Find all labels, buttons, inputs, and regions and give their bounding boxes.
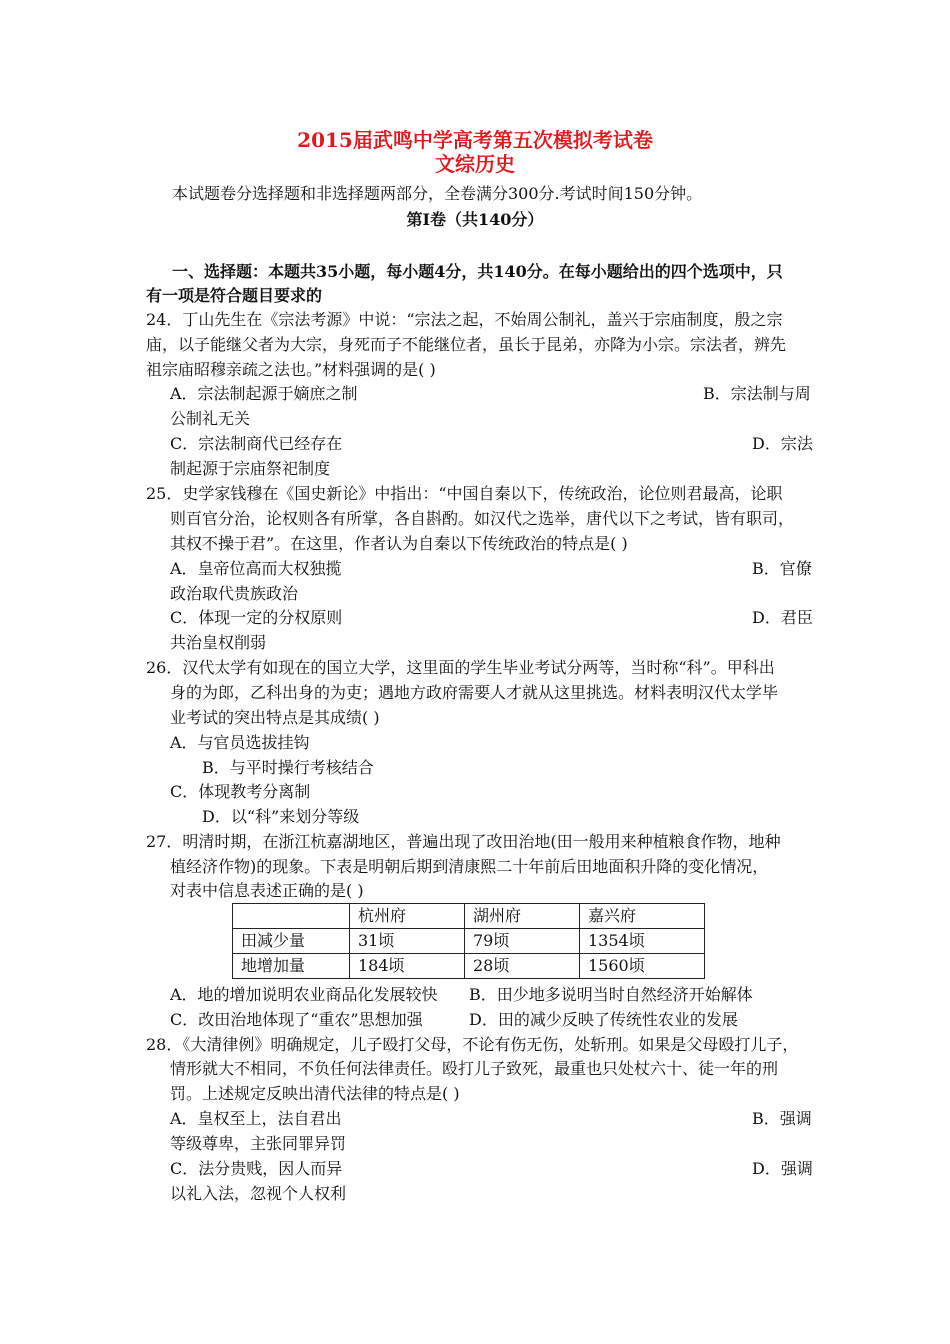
table-cell: 田减少量 [233,929,350,954]
section-heading-line2: 有一项是符合题目要求的 [146,286,323,305]
table-cell: 184顷 [350,954,465,979]
land-change-table [232,903,705,979]
table-row [233,929,705,954]
table-row [233,954,705,979]
option-a: A．皇帝位高而大权独揽 [170,559,342,578]
option-b: B．强调 [752,1109,812,1128]
question-text: 植经济作物)的现象。下表是明朝后期到清康熙二十年前后田地面积升降的变化情况， [170,857,769,876]
question-text: 情形就大不相同，不负任何法律责任。殴打儿子致死，最重也只处杖六十、徒一年的刑 [170,1059,779,1078]
option-b: B．宗法制与周 [703,384,811,403]
option-b: B．田少地多说明当时自然经济开始解体 [469,985,753,1004]
question-text: 祖宗庙昭穆亲疏之法也。”材料强调的是( ) [146,360,436,379]
option-d: D．强调 [752,1159,813,1178]
option-a: A．皇权至上，法自君出 [170,1109,342,1128]
table-cell: 地增加量 [233,954,350,979]
option-a: A．宗法制起源于嫡庶之制 [170,384,358,403]
table-header-cell [233,904,350,929]
option-b-cont: 等级尊卑，主张同罪异罚 [170,1134,347,1153]
question-text: 25．史学家钱穆在《国史新论》中指出：“中国自秦以下，传统政治，论位则君最高，论职 [146,484,783,503]
option-d: D．宗法 [752,434,813,453]
option-a: A．地的增加说明农业商品化发展较快 [170,985,438,1004]
table-header-row [233,904,705,929]
option-d: D．以“科”来划分等级 [202,807,360,826]
option-d-cont: 以礼入法，忽视个人权利 [170,1184,347,1203]
question-text: 28．《大清律例》明确规定，儿子殴打父母，不论有伤无伤，处斩刑。如果是父母殴打儿子， [146,1035,799,1054]
question-text: 26．汉代太学有如现在的国立大学，这里面的学生毕业考试分两等，当时称“科”。甲科出 [146,658,775,677]
option-b: B．与平时操行考核结合 [202,758,374,777]
option-c: C．法分贵贱，因人而异 [170,1159,343,1178]
option-a: A．与官员选拔挂钩 [170,733,310,752]
option-d: D．君臣 [752,608,813,627]
option-c: C．体现一定的分权原则 [170,608,343,627]
exam-subtitle: 文综历史 [435,152,515,176]
table-cell: 1354顷 [580,929,705,954]
question-text: 庙，以子能继父者为大宗，身死而子不能继位者，虽长于昆弟，亦降为小宗。宗法者，辨先 [146,335,787,354]
option-d: D．田的减少反映了传统性农业的发展 [469,1010,738,1029]
question-text: 罚。上述规定反映出清代法律的特点是( ) [170,1084,460,1103]
question-text: 业考试的突出特点是其成绩( ) [170,708,380,727]
option-b: B．官僚 [752,559,812,578]
question-text: 身的为郎，乙科出身的为吏；遇地方政府需要人才就从这里挑选。材料表明汉代太学毕 [170,683,779,702]
table-cell: 31顷 [350,929,465,954]
option-c: C．宗法制商代已经存在 [170,434,343,453]
question-text: 其权不操于君”。在这里，作者认为自秦以下传统政治的特点是( ) [170,534,628,553]
option-b-cont: 公制礼无关 [170,409,251,428]
option-d-cont: 制起源于宗庙祭祀制度 [170,459,331,478]
table-header-cell: 嘉兴府 [580,904,705,929]
table-cell: 28顷 [465,954,580,979]
section-heading-line1: 一、选择题：本题共35小题，每小题4分，共140分。在每小题给出的四个选项中，只 [172,262,783,281]
part-heading: 第Ⅰ卷（共140分） [406,210,544,229]
exam-intro: 本试题卷分选择题和非选择题两部分，全卷满分300分.考试时间150分钟。 [172,184,703,203]
option-c: C．体现教考分离制 [170,782,311,801]
option-d-cont: 共治皇权削弱 [170,633,267,652]
exam-title: 2015届武鸣中学高考第五次模拟考试卷 [297,128,653,152]
question-text: 24．丁山先生在《宗法考源》中说：“宗法之起，不始周公制礼，盖兴于宗庙制度，殷之宗 [146,310,783,329]
table-header-cell: 湖州府 [465,904,580,929]
table-cell: 79顷 [465,929,580,954]
option-b-cont: 政治取代贵族政治 [170,584,299,603]
question-text: 对表中信息表述正确的是( ) [170,881,364,900]
question-text: 27．明清时期，在浙江杭嘉湖地区，普遍出现了改田治地(田一般用来种植粮食作物，地种 [146,832,781,851]
table-header-cell: 杭州府 [350,904,465,929]
question-text: 则百官分治，论权则各有所掌，各自斟酌。如汉代之选举，唐代以下之考试，皆有职司， [170,509,795,528]
option-c: C．改田治地体现了“重农”思想加强 [170,1010,423,1029]
table-cell: 1560顷 [580,954,705,979]
